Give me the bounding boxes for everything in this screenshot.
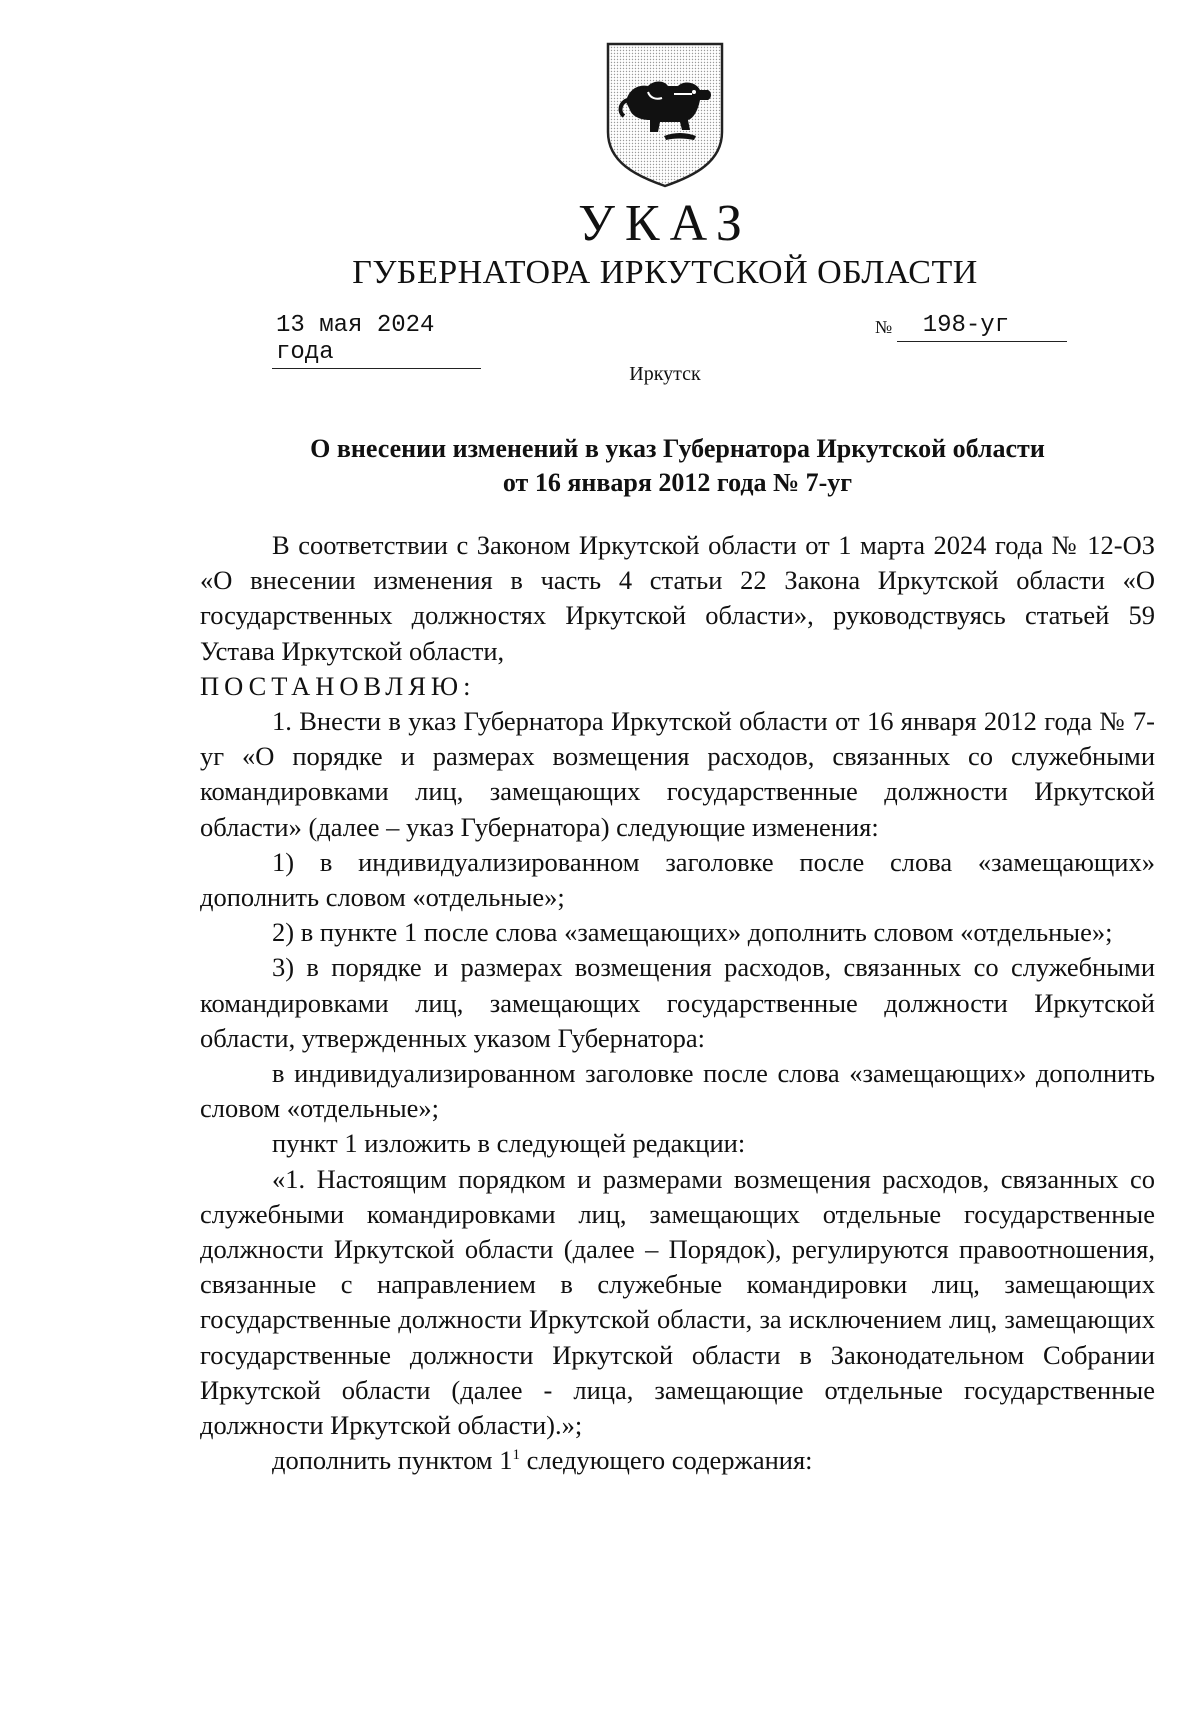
document-city: Иркутск xyxy=(629,363,701,385)
item-1-paragraph: 1. Внести в указ Губернатора Иркутской области от 16 января 2012 года № 7-уг «О порядке и размерах возмещения расходов, связанных со служебными командировками лиц, замещающих государственные должности Иркутской области» (далее – указ Губернатора) следующие изменения: xyxy=(200,706,1155,842)
last-paragraph-prefix: дополнить пунктом 1 xyxy=(272,1445,513,1476)
last-paragraph-superscript: 1 xyxy=(512,1447,520,1464)
quoted-paragraph: «1. Настоящим порядком и размерами возмещения расходов, связанных со служебными командировками лиц, замещающих отдельные государственные должности Иркутской области (далее – Порядок), регулируются правоотношения, связанные с направлением в служебные командировки лиц, замещающих государственные должности Иркутской области, за исключением лиц, замещающих государственные должности Иркутской области в Законодательном Собрании Иркутской области (далее - лица, замещающие отдельные государственные должности Иркутской области).»; xyxy=(200,1163,1155,1441)
document-heading xyxy=(200,432,1155,500)
subitem-3a-paragraph: в индивидуализированном заголовке после слова «замещающих» дополнить словом «отдельные»; xyxy=(200,1058,1155,1124)
number-label: № xyxy=(875,317,893,337)
subitem-1-paragraph: 1) в индивидуализированном заголовке после слова «замещающих» дополнить словом «отдельные»; xyxy=(200,846,1155,913)
heading-line-2: от 16 января 2012 года № 7-уг xyxy=(502,468,853,497)
subitem-2-paragraph: 2) в пункте 1 после слова «замещающих» дополнить словом «отдельные»; xyxy=(272,917,1113,948)
subitem-3-paragraph: 3) в порядке и размерах возмещения расходов, связанных со служебными командировками лиц, замещающих государственные должности Иркутской области, утвержденных указом Губернатора: xyxy=(200,952,1155,1053)
heading-line-1: О внесении изменений в указ Губернатора Иркутской области xyxy=(310,434,1045,463)
document-title: УКАЗ xyxy=(578,195,752,252)
preamble-paragraph: В соответствии с Законом Иркутской области от 1 марта 2024 года № 12-ОЗ «О внесении изменения в часть 4 статьи 22 Закона Иркутской области «О государственных должностях Иркутской области», руководствуясь статьей 59 Устава Иркутской области, xyxy=(200,530,1155,666)
irkutsk-coat-of-arms-icon xyxy=(604,40,726,190)
document-date: 13 мая 2024 года xyxy=(272,312,481,369)
decree-word: ПОСТАНОВЛЯЮ: xyxy=(200,670,476,701)
last-paragraph xyxy=(200,1443,1155,1478)
last-paragraph-suffix: следующего содержания: xyxy=(519,1445,813,1476)
document-number-block xyxy=(875,312,1075,342)
document-number: 198-уг xyxy=(897,312,1067,342)
document-subtitle: ГУБЕРНАТОРА ИРКУТСКОЙ ОБЛАСТИ xyxy=(352,254,978,291)
subitem-3b-paragraph: пункт 1 изложить в следующей редакции: xyxy=(272,1128,746,1159)
document-body xyxy=(200,528,1155,1478)
